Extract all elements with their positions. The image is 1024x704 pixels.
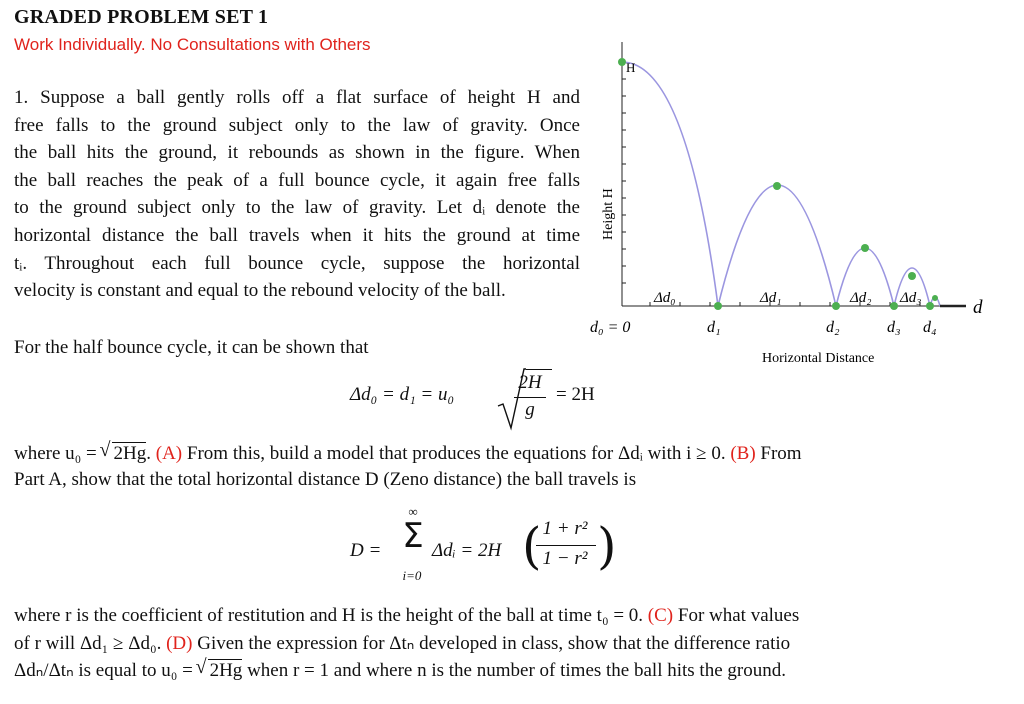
part-b-line2: Part A, show that the total horizontal distance D (Zeno distance) the ball travels is [14,469,637,490]
d-label-3: d₃ [887,319,901,336]
delta-label-2: Δd₂ [850,290,872,306]
y-axis-label: Height H [601,188,616,240]
half-cycle-intro: For the half bounce cycle, it can be shown that [14,337,369,358]
final-line-2: of r will Δd₁ ≥ Δd₀. (D) Given the expression for Δtₙ developed in class, show that the difference ratio [14,633,791,654]
eq2-frac-bar [536,545,596,546]
problem-line: horizontal distance the ball travels when it hits the ground at time [14,224,580,246]
sqrt-sign: √ [99,439,111,461]
point-hit-1 [714,302,722,310]
y-top-label: H [626,60,636,75]
d-label-2: d₂ [826,319,840,336]
page-title: GRADED PROBLEM SET 1 [14,6,269,28]
d-label-4: d₄ [923,319,937,336]
where-u0-line: where u₀ = √ 2Hg. (A) From this, build a model that produces the equations for Δdᵢ with i ≥ 0. (B) From [14,439,802,464]
problem-line: to the ground subject only to the law of gravity. Let dᵢ denote the [14,197,580,219]
eq1-rhs: = 2H [556,384,595,405]
d-label-0: d₀ = 0 [590,319,631,336]
part-b-label: (B) [730,443,756,464]
point-hit-4 [926,302,934,310]
problem-line: velocity is constant and equal to the rebound velocity of the ball. [14,280,506,302]
bounce-curve [622,62,940,306]
problem-line: free falls to the ground subject only to the law of gravity. Once [14,114,580,136]
eq1-lhs: Δd₀ = d₁ = u₀ [350,384,455,405]
eq2-lhs: D = [350,540,382,561]
x-axis-ticks [650,302,920,306]
problem-paragraph [14,84,580,305]
eq2-paren-right: ) [597,517,617,575]
problem-line: tᵢ. Throughout each full bounce cycle, suppose the horizontal [14,252,580,274]
eq2-frac-num: 1 + r² [542,518,588,539]
final-line-3: Δdₙ/Δtₙ is equal to u₀ = √ 2Hg when r = 1 and where n is the number of times the ball hits the ground. [14,656,786,681]
point-start [618,58,626,66]
eq2-frac-den: 1 − r² [542,548,588,569]
u0-sqrt-final: √ 2Hg [195,656,243,681]
point-peak-3 [908,272,916,280]
eq2-sum-bottom: i=0 [402,568,422,583]
point-hit-3 [890,302,898,310]
final-line-1: where r is the coefficient of restitution and H is the height of the ball at time t₀ = 0. (C) For what values [14,605,800,626]
part-d-label: (D) [166,633,193,654]
sqrt-sign: √ [195,656,207,678]
delta-label-3: Δd₃ [900,290,922,306]
problem-line: 1. Suppose a ball gently rolls off a flat surface of height H and [14,87,580,108]
x-axis-label: Horizontal Distance [762,351,875,366]
eq2-term: Δdᵢ = 2H [432,540,502,561]
bounce-figure [590,30,1010,375]
eq1-sqrt-overline [526,369,552,370]
point-peak-2 [861,244,869,252]
problem-line: the ball reaches the peak of a full bounce cycle, it again free falls [14,169,580,191]
eq1-frac-bar [514,397,546,398]
u0-sqrt: √ 2Hg [99,439,147,464]
point-peak-4 [932,295,938,301]
eq2-paren-left: ( [522,517,542,575]
eq2-sum-top: ∞ [408,504,418,519]
delta-label-0: Δd₀ [654,290,676,306]
eq1-frac-num: 2H [518,372,542,393]
eq1-frac-den: g [525,399,535,420]
part-a-label: (A) [155,443,183,464]
point-peak-1 [773,182,781,190]
eq2-sum-symbol: Σ [402,516,424,556]
problem-line: the ball hits the ground, it rebounds as shown in the figure. When [14,142,580,164]
problem-number: 1. [14,87,29,108]
part-c-label: (C) [647,605,674,626]
point-hit-2 [832,302,840,310]
page-subtitle: Work Individually. No Consultations with Others [14,35,371,54]
delta-label-1: Δd₁ [760,290,782,306]
x-end-label: d [973,297,983,318]
y-axis-ticks [622,62,626,283]
d-label-1: d₁ [707,319,721,336]
